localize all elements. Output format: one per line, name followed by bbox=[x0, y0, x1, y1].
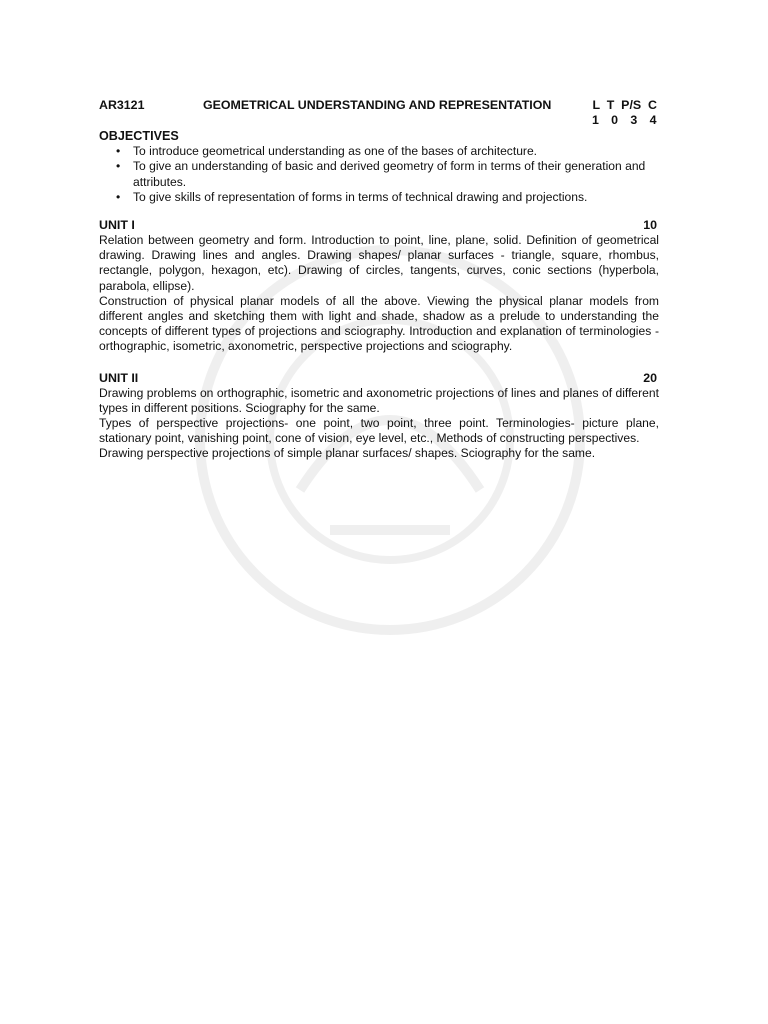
unit-1-header bbox=[99, 218, 659, 233]
objective-text: To give an understanding of basic and derived geometry of form in terms of their generation and attributes. bbox=[133, 159, 646, 189]
list-item bbox=[99, 144, 659, 159]
credits-row bbox=[99, 113, 659, 128]
ltpc-labels: L T P/S C bbox=[592, 98, 657, 112]
course-code: AR3121 bbox=[99, 98, 145, 112]
bullet-icon: • bbox=[116, 189, 121, 204]
unit-2-paragraph: Types of perspective projections- one point, two point, three point. Terminologies- picture plane, stationary point, vanishing point, cone of vision, eye level, etc., Methods of constructing perspectives. bbox=[99, 416, 659, 446]
bullet-icon: • bbox=[116, 144, 121, 159]
unit-2-title: UNIT II bbox=[99, 370, 139, 385]
unit-1-paragraph: Construction of physical planar models of all the above. Viewing the physical planar models from different angles and sketching them with light and shade, shadow as a prelude to understanding the concepts of different types of projections and sciography. Introduction and explanation of terminologies - orthographic, isometric, axonometric, perspective projections and sciography. bbox=[99, 293, 659, 354]
objective-text: To introduce geometrical understanding as one of the bases of architecture. bbox=[133, 144, 538, 159]
objective-text: To give skills of representation of forms in terms of technical drawing and projections. bbox=[133, 189, 588, 204]
unit-2-hours: 20 bbox=[643, 370, 657, 385]
unit-1-paragraph: Relation between geometry and form. Introduction to point, line, plane, solid. Definition of geometrical drawing. Drawing lines and angles. Drawing shapes/ planar surfaces - triangle, square, rhombus, rectangle, polygon, hexagon, etc). Drawing of circles, tangents, curves, conic sections (hyperbola, parabola, ellipse). bbox=[99, 233, 659, 293]
ltpc-values: 1 0 3 4 bbox=[591, 113, 657, 127]
course-header bbox=[99, 98, 659, 113]
syllabus-page bbox=[99, 98, 659, 462]
unit-1-title: UNIT I bbox=[99, 218, 135, 233]
unit-2-paragraph: Drawing problems on orthographic, isometric and axonometric projections of lines and planes of different types in different positions. Sciography for the same. bbox=[99, 385, 659, 415]
objectives-heading: OBJECTIVES bbox=[99, 129, 179, 143]
bullet-icon: • bbox=[116, 159, 121, 174]
list-item bbox=[99, 159, 659, 189]
unit-1-hours: 10 bbox=[643, 218, 657, 233]
unit-2-header bbox=[99, 371, 659, 386]
objectives-list bbox=[99, 144, 659, 205]
unit-2-paragraph: Drawing perspective projections of simple planar surfaces/ shapes. Sciography for the same. bbox=[99, 446, 596, 461]
list-item bbox=[99, 190, 659, 205]
course-title: GEOMETRICAL UNDERSTANDING AND REPRESENTATION bbox=[203, 98, 552, 112]
